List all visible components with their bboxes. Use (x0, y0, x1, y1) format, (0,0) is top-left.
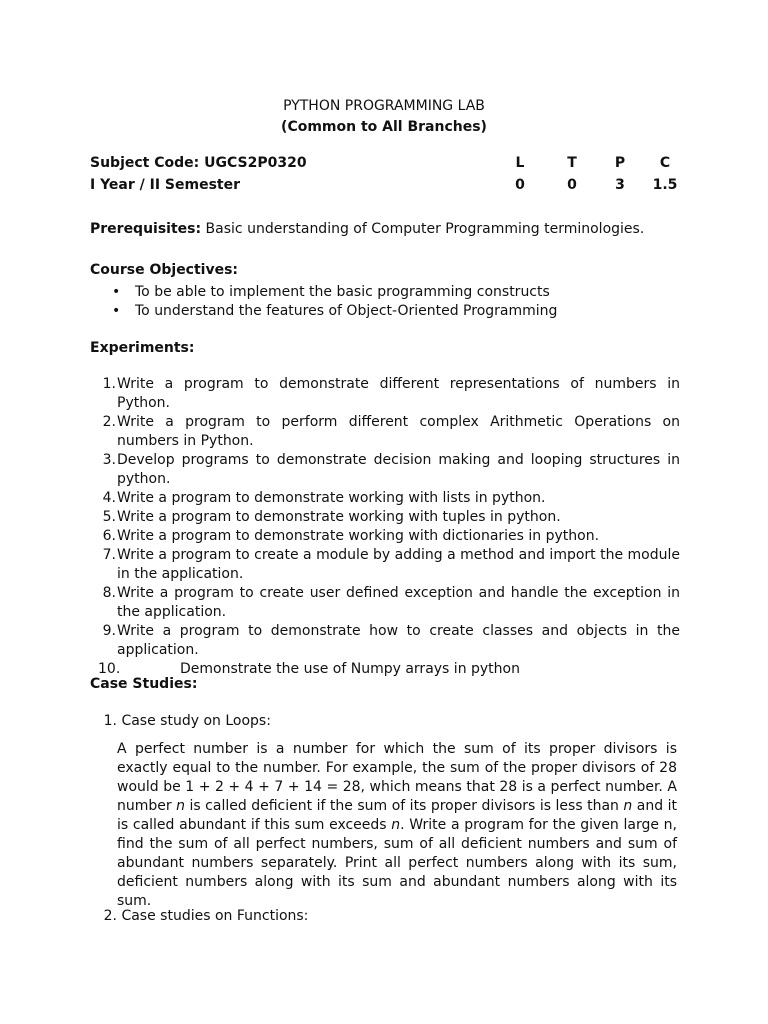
list-item: 8. Write a program to create user defined exception and handle the exception in the application. (102, 585, 680, 620)
objectives-list (90, 283, 690, 321)
ltpc-value-l: 0 (515, 177, 525, 193)
title-block (0, 96, 768, 138)
list-item: • To be able to implement the basic programming constructs (112, 284, 550, 300)
case-study-paragraph: A perfect number is a number for which the sum of its proper divisors is exactly equal to the number. For example, the sum of the proper divisors of 28 would be 1 + 2 + 4 + 7 + 14 = 28, which means that 28 is a perfect number. A number n is called deficient if the sum of its proper divisors is less than n and it is called abundant if this sum exceeds n. Write a program for the given large n, find the sum of all perfect numbers, sum of all deficient numbers and sum of abundant numbers separately. Print all perfect numbers along with its sum, deficient numbers along with its sum and abundant numbers along with its sum. (117, 741, 678, 909)
document-subtitle: (Common to All Branches) (281, 119, 487, 135)
list-item: 1. Write a program to demonstrate different representations of numbers in Python. (102, 376, 680, 411)
document-title: PYTHON PROGRAMMING LAB (283, 98, 485, 114)
prerequisites-text: Basic understanding of Computer Programming terminologies. (201, 221, 645, 237)
list-item: 5. Write a program to demonstrate working with tuples in python. (102, 509, 561, 525)
objectives-heading: Course Objectives: (90, 262, 239, 278)
subject-code: Subject Code: UGCS2P0320 (90, 155, 307, 171)
ltpc-header-c: C (659, 155, 671, 171)
bullet-icon: • (112, 303, 121, 319)
case-study-item-1: 1. Case study on Loops: (103, 713, 271, 729)
case-studies-heading: Case Studies: (90, 676, 198, 692)
list-item: 2. Write a program to perform different complex Arithmetic Operations on numbers in Python. (102, 414, 680, 449)
list-item: 3. Develop programs to demonstrate decision making and looping structures in python. (102, 452, 680, 487)
ltpc-value-p: 3 (615, 177, 625, 193)
ltpc-value-c: 1.5 (652, 177, 678, 193)
list-item: 4. Write a program to demonstrate working with lists in python. (102, 490, 546, 506)
ltpc-header-l: L (515, 155, 525, 171)
ltpc-header-t: T (567, 155, 577, 171)
ltpc-value-t: 0 (567, 177, 577, 193)
bullet-icon: • (112, 284, 121, 300)
list-item: 7. Write a program to create a module by adding a method and import the module in the application. (102, 547, 680, 582)
prerequisites-label: Prerequisites: (90, 221, 202, 237)
experiments-list (90, 375, 680, 679)
year-semester: I Year / II Semester (90, 177, 241, 193)
prerequisites (90, 220, 644, 239)
case-study-item-2: 2. Case studies on Functions: (103, 908, 309, 924)
list-item: 10. Demonstrate the use of Numpy arrays in python (98, 661, 520, 677)
list-item: • To understand the features of Object-Oriented Programming (112, 303, 558, 319)
experiments-heading: Experiments: (90, 340, 195, 356)
ltpc-header-p: P (614, 155, 626, 171)
list-item: 6. Write a program to demonstrate working with dictionaries in python. (102, 528, 600, 544)
list-item: 9. Write a program to demonstrate how to create classes and objects in the application. (102, 623, 680, 658)
